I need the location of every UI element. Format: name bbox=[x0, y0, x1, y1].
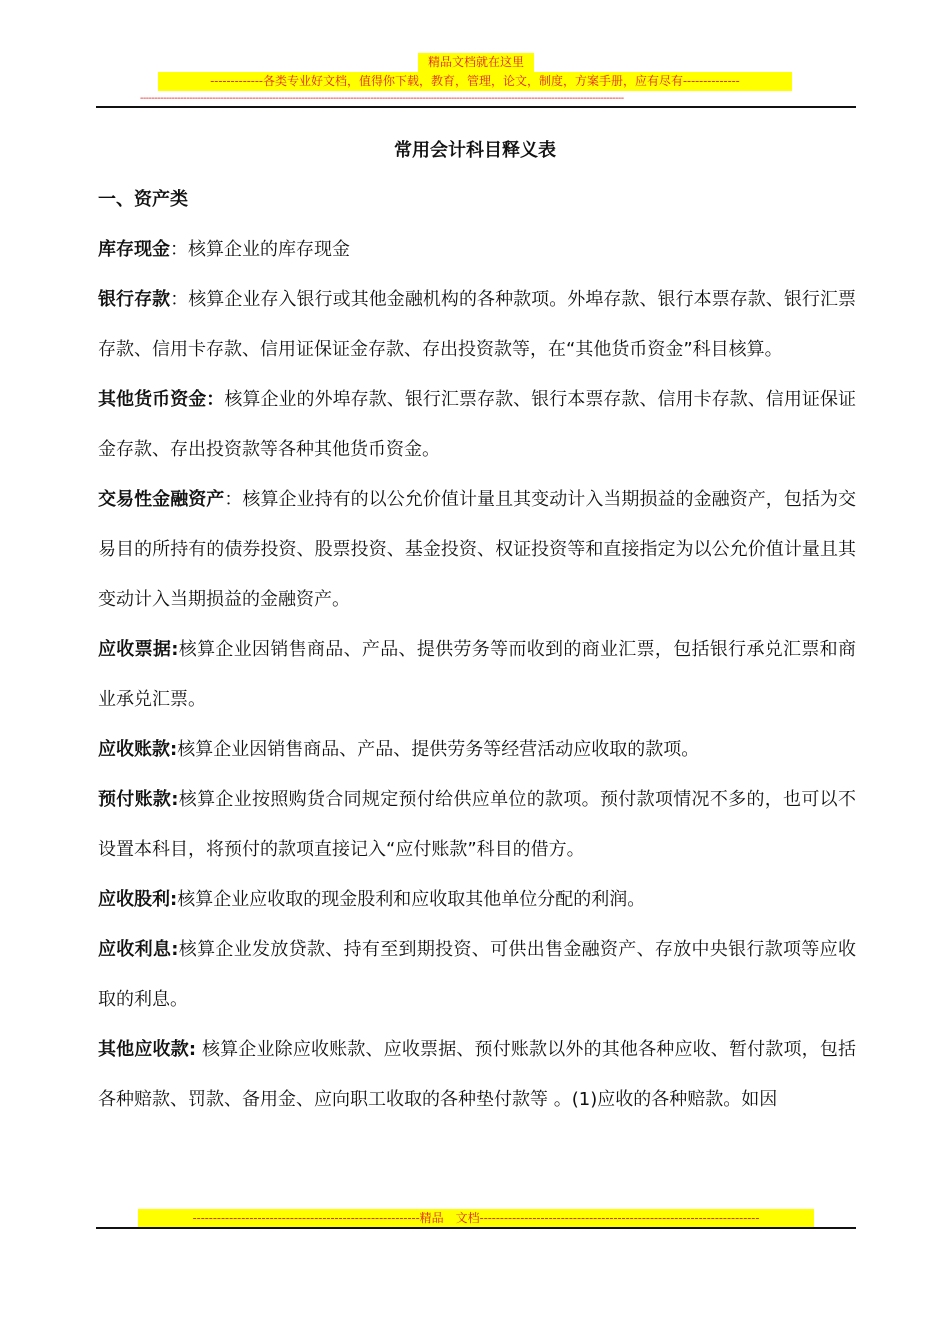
entry-text: 核算企业按照购货合同规定预付给供应单位的款项。预付款项情况不多的，也可以不设置本科目，将预付的款项直接记入“应付账款”科目的借方。 bbox=[98, 789, 856, 860]
entry-term: 预付账款: bbox=[98, 789, 179, 810]
entry-term: 应收利息: bbox=[98, 939, 179, 960]
entry-paragraph bbox=[98, 1025, 856, 1125]
entry-term: 应收票据: bbox=[98, 639, 179, 660]
header-dashed-line: ------------------------------------------------------------------------------------------------------------------------------------------------------------------------ bbox=[140, 93, 624, 104]
entry-paragraph bbox=[98, 625, 856, 725]
entry-text: 核算企业因销售商品、产品、提供劳务等而收到的商业汇票，包括银行承兑汇票和商业承兑汇票。 bbox=[98, 639, 856, 710]
header-rule bbox=[96, 106, 856, 108]
entry-term: 库存现金 bbox=[98, 239, 170, 260]
entry-term: 其他应收款: bbox=[98, 1039, 197, 1060]
entry-paragraph bbox=[98, 275, 856, 375]
entry-text: 核算企业因销售商品、产品、提供劳务等经营活动应收取的款项。 bbox=[177, 739, 700, 760]
section-heading: 一、资产类 bbox=[98, 189, 188, 210]
entry-text: ：核算企业的库存现金 bbox=[170, 239, 350, 260]
document-title: 常用会计科目释义表 bbox=[394, 140, 556, 161]
entry-term: 应收股利: bbox=[98, 889, 178, 910]
entry-text: 核算企业发放贷款、持有至到期投资、可供出售金融资产、存放中央银行款项等应收取的利息。 bbox=[98, 939, 856, 1010]
entry-paragraph bbox=[98, 725, 856, 775]
entry-text: 核算企业的外埠存款、银行汇票存款、银行本票存款、信用卡存款、信用证保证金存款、存出投资款等各种其他货币资金。 bbox=[98, 389, 856, 460]
entry-paragraph bbox=[98, 875, 856, 925]
entry-paragraph bbox=[98, 775, 856, 875]
entry-paragraph bbox=[98, 225, 856, 275]
footer-banner: --------------------------------------------------------精品 文档--------------------------------------------------------------------- bbox=[138, 1209, 814, 1227]
entry-text: ：核算企业存入银行或其他金融机构的各种款项。外埠存款、银行本票存款、银行汇票存款、信用卡存款、信用证保证金存款、存出投资款等，在“其他货币资金”科目核算。 bbox=[98, 289, 857, 360]
entry-paragraph bbox=[98, 925, 856, 1025]
entry-term: 交易性金融资产 bbox=[98, 489, 225, 510]
entry-term: 银行存款 bbox=[98, 289, 171, 310]
entry-text: 核算企业除应收账款、应收票据、预付账款以外的其他各种应收、暂付款项，包括各种赔款、罚款、备用金、应向职工收取的各种垫付款等 。(1)应收的各种赔款。如因 bbox=[98, 1039, 856, 1110]
header-banner-title: 精品文档就在这里 bbox=[418, 53, 534, 72]
entry-text: ：核算企业持有的以公允价值计量且其变动计入当期损益的金融资产，包括为交易目的所持有的债券投资、股票投资、基金投资、权证投资等和直接指定为以公允价值计量且其变动计入当期损益的金融资产。 bbox=[98, 489, 856, 610]
entry-term: 应收账款: bbox=[98, 739, 178, 760]
entry-paragraph bbox=[98, 475, 856, 625]
entry-term: 其他货币资金： bbox=[98, 389, 225, 410]
entry-paragraph bbox=[98, 375, 856, 475]
header-banner-tagline: -------------各类专业好文档，值得你下载，教育，管理，论文，制度，方案手册，应有尽有-------------- bbox=[158, 72, 792, 91]
entries-list bbox=[98, 225, 856, 1125]
footer-rule bbox=[96, 1227, 856, 1229]
entry-text: 核算企业应收取的现金股利和应收取其他单位分配的利润。 bbox=[177, 889, 646, 910]
